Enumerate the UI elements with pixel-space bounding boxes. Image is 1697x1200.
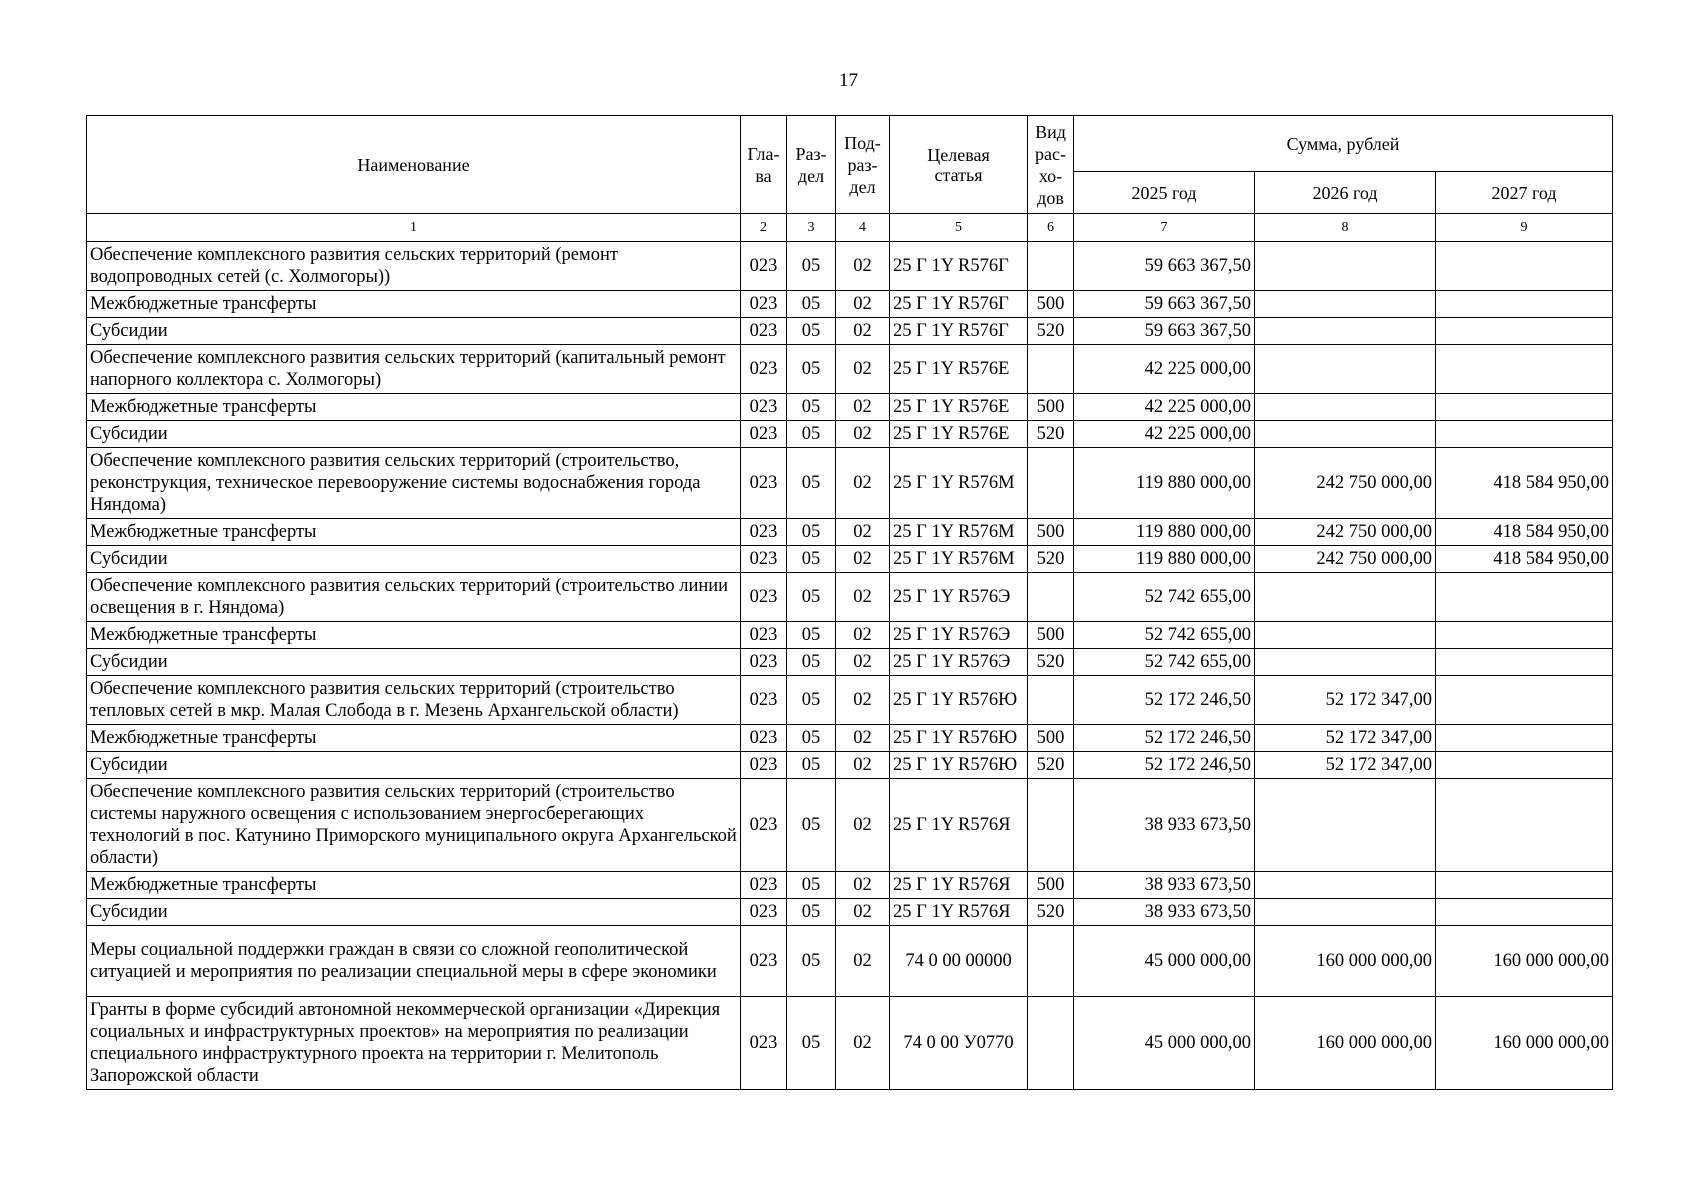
row-sum-2025: 45 000 000,00 [1074, 997, 1255, 1090]
row-vid-rashodov: 500 [1028, 519, 1074, 546]
table-row [87, 573, 1613, 622]
row-sum-2027 [1436, 291, 1613, 318]
row-glava: 023 [741, 519, 787, 546]
row-podrazdel: 02 [836, 622, 890, 649]
header-2025: 2025 год [1074, 172, 1255, 214]
row-name: Обеспечение комплексного развития сельских территорий (ремонт водопроводных сетей (с. Холмогоры)) [87, 242, 741, 291]
row-glava: 023 [741, 997, 787, 1090]
row-sum-2027 [1436, 649, 1613, 676]
row-podrazdel: 02 [836, 725, 890, 752]
row-celevaya-statya: 74 0 00 У0770 [890, 997, 1028, 1090]
row-sum-2025: 119 880 000,00 [1074, 448, 1255, 519]
row-podrazdel: 02 [836, 448, 890, 519]
row-razdel: 05 [787, 725, 836, 752]
table-row [87, 779, 1613, 872]
header-2026: 2026 год [1255, 172, 1436, 214]
row-glava: 023 [741, 899, 787, 926]
row-glava: 023 [741, 573, 787, 622]
row-sum-2027 [1436, 622, 1613, 649]
row-celevaya-statya: 25 Г 1Y R576Ю [890, 676, 1028, 725]
row-podrazdel: 02 [836, 546, 890, 573]
col-number: 2 [741, 214, 787, 242]
row-sum-2026 [1255, 779, 1436, 872]
row-sum-2025: 59 663 367,50 [1074, 318, 1255, 345]
row-celevaya-statya: 25 Г 1Y R576М [890, 519, 1028, 546]
row-sum-2026: 160 000 000,00 [1255, 926, 1436, 997]
row-celevaya-statya: 25 Г 1Y R576М [890, 448, 1028, 519]
table-row [87, 926, 1613, 997]
table-row [87, 345, 1613, 394]
header-celevaya-text: Целевая статья [927, 144, 990, 185]
row-razdel: 05 [787, 676, 836, 725]
row-sum-2027 [1436, 345, 1613, 394]
row-sum-2025: 52 742 655,00 [1074, 649, 1255, 676]
row-podrazdel: 02 [836, 997, 890, 1090]
row-razdel: 05 [787, 872, 836, 899]
row-sum-2025: 38 933 673,50 [1074, 899, 1255, 926]
row-glava: 023 [741, 622, 787, 649]
row-celevaya-statya: 25 Г 1Y R576Г [890, 242, 1028, 291]
row-celevaya-statya: 25 Г 1Y R576Э [890, 573, 1028, 622]
row-podrazdel: 02 [836, 649, 890, 676]
row-name: Межбюджетные трансферты [87, 622, 741, 649]
row-sum-2027 [1436, 421, 1613, 448]
row-sum-2026 [1255, 345, 1436, 394]
row-sum-2026: 52 172 347,00 [1255, 752, 1436, 779]
row-celevaya-statya: 25 Г 1Y R576Я [890, 872, 1028, 899]
row-sum-2027 [1436, 872, 1613, 899]
row-vid-rashodov: 500 [1028, 394, 1074, 421]
row-sum-2026 [1255, 394, 1436, 421]
row-sum-2026: 52 172 347,00 [1255, 725, 1436, 752]
row-name: Межбюджетные трансферты [87, 291, 741, 318]
row-sum-2026: 160 000 000,00 [1255, 997, 1436, 1090]
row-glava: 023 [741, 872, 787, 899]
row-razdel: 05 [787, 421, 836, 448]
table-row [87, 725, 1613, 752]
row-podrazdel: 02 [836, 899, 890, 926]
row-razdel: 05 [787, 242, 836, 291]
row-celevaya-statya: 25 Г 1Y R576Г [890, 318, 1028, 345]
row-name: Субсидии [87, 752, 741, 779]
header-razdel-text: Раз- дел [795, 143, 827, 186]
row-podrazdel: 02 [836, 291, 890, 318]
row-podrazdel: 02 [836, 394, 890, 421]
row-podrazdel: 02 [836, 752, 890, 779]
table-row [87, 622, 1613, 649]
row-vid-rashodov: 500 [1028, 872, 1074, 899]
row-glava: 023 [741, 394, 787, 421]
row-razdel: 05 [787, 546, 836, 573]
row-sum-2027: 418 584 950,00 [1436, 519, 1613, 546]
row-podrazdel: 02 [836, 926, 890, 997]
row-razdel: 05 [787, 622, 836, 649]
row-sum-2026 [1255, 318, 1436, 345]
row-celevaya-statya: 25 Г 1Y R576Е [890, 394, 1028, 421]
row-sum-2025: 52 742 655,00 [1074, 573, 1255, 622]
row-sum-2026 [1255, 573, 1436, 622]
row-sum-2026 [1255, 872, 1436, 899]
row-glava: 023 [741, 779, 787, 872]
row-sum-2026 [1255, 421, 1436, 448]
row-razdel: 05 [787, 394, 836, 421]
row-vid-rashodov [1028, 926, 1074, 997]
row-name: Обеспечение комплексного развития сельских территорий (капитальный ремонт напорного коллектора с. Холмогоры) [87, 345, 741, 394]
row-razdel: 05 [787, 899, 836, 926]
table-row [87, 291, 1613, 318]
row-sum-2027: 418 584 950,00 [1436, 448, 1613, 519]
row-sum-2027 [1436, 394, 1613, 421]
row-name: Субсидии [87, 649, 741, 676]
row-podrazdel: 02 [836, 573, 890, 622]
table-row [87, 242, 1613, 291]
table-row [87, 318, 1613, 345]
row-sum-2027 [1436, 573, 1613, 622]
row-sum-2026: 242 750 000,00 [1255, 519, 1436, 546]
row-sum-2027 [1436, 779, 1613, 872]
row-sum-2026 [1255, 622, 1436, 649]
row-name: Обеспечение комплексного развития сельских территорий (строительство линии освещения в г. Няндома) [87, 573, 741, 622]
row-name: Межбюджетные трансферты [87, 725, 741, 752]
row-sum-2027 [1436, 725, 1613, 752]
row-vid-rashodov: 520 [1028, 318, 1074, 345]
row-sum-2025: 119 880 000,00 [1074, 519, 1255, 546]
row-celevaya-statya: 25 Г 1Y R576Я [890, 899, 1028, 926]
table-row [87, 676, 1613, 725]
col-number: 1 [87, 214, 741, 242]
row-vid-rashodov [1028, 345, 1074, 394]
row-sum-2025: 38 933 673,50 [1074, 779, 1255, 872]
row-sum-2027: 160 000 000,00 [1436, 926, 1613, 997]
row-sum-2025: 52 172 246,50 [1074, 752, 1255, 779]
row-sum-2025: 119 880 000,00 [1074, 546, 1255, 573]
row-celevaya-statya: 25 Г 1Y R576Я [890, 779, 1028, 872]
row-razdel: 05 [787, 752, 836, 779]
row-razdel: 05 [787, 997, 836, 1090]
row-vid-rashodov: 500 [1028, 291, 1074, 318]
header-summa: Сумма, рублей [1074, 116, 1613, 172]
row-glava: 023 [741, 649, 787, 676]
row-podrazdel: 02 [836, 421, 890, 448]
row-vid-rashodov [1028, 676, 1074, 725]
row-razdel: 05 [787, 519, 836, 546]
row-sum-2026: 242 750 000,00 [1255, 448, 1436, 519]
row-celevaya-statya: 74 0 00 00000 [890, 926, 1028, 997]
row-razdel: 05 [787, 573, 836, 622]
header-celevaya [890, 116, 1028, 214]
page-number: 17 [839, 70, 858, 91]
row-sum-2025: 45 000 000,00 [1074, 926, 1255, 997]
row-name: Обеспечение комплексного развития сельских территорий (строительство, реконструкция, техническое перевооружение системы водоснабжения города Няндома) [87, 448, 741, 519]
row-vid-rashodov: 520 [1028, 546, 1074, 573]
row-sum-2027 [1436, 899, 1613, 926]
row-sum-2026 [1255, 649, 1436, 676]
table-header [87, 116, 1613, 242]
row-vid-rashodov [1028, 997, 1074, 1090]
row-podrazdel: 02 [836, 242, 890, 291]
row-sum-2025: 52 742 655,00 [1074, 622, 1255, 649]
row-glava: 023 [741, 421, 787, 448]
row-vid-rashodov [1028, 573, 1074, 622]
row-celevaya-statya: 25 Г 1Y R576Ю [890, 752, 1028, 779]
table-row [87, 519, 1613, 546]
row-name: Обеспечение комплексного развития сельских территорий (строительство тепловых сетей в мкр. Малая Слобода в г. Мезень Архангельской области) [87, 676, 741, 725]
row-sum-2026 [1255, 242, 1436, 291]
row-podrazdel: 02 [836, 345, 890, 394]
col-number: 7 [1074, 214, 1255, 242]
row-sum-2025: 59 663 367,50 [1074, 242, 1255, 291]
row-name: Субсидии [87, 421, 741, 448]
table-row [87, 899, 1613, 926]
row-podrazdel: 02 [836, 676, 890, 725]
row-razdel: 05 [787, 291, 836, 318]
row-razdel: 05 [787, 779, 836, 872]
header-glava-text: Гла- ва [747, 143, 780, 186]
header-glava [741, 116, 787, 214]
table-row [87, 421, 1613, 448]
table-row [87, 997, 1613, 1090]
row-name: Межбюджетные трансферты [87, 519, 741, 546]
row-sum-2026 [1255, 291, 1436, 318]
header-vid-text: Вид рас- хо- дов [1035, 121, 1066, 208]
row-glava: 023 [741, 752, 787, 779]
row-celevaya-statya: 25 Г 1Y R576Ю [890, 725, 1028, 752]
row-glava: 023 [741, 676, 787, 725]
row-podrazdel: 02 [836, 318, 890, 345]
header-podrazdel-text: Под- раз- дел [844, 132, 881, 197]
row-sum-2025: 52 172 246,50 [1074, 725, 1255, 752]
header-razdel [787, 116, 836, 214]
table-row [87, 546, 1613, 573]
row-name: Межбюджетные трансферты [87, 872, 741, 899]
row-celevaya-statya: 25 Г 1Y R576Э [890, 622, 1028, 649]
row-podrazdel: 02 [836, 519, 890, 546]
row-celevaya-statya: 25 Г 1Y R576М [890, 546, 1028, 573]
header-vid [1028, 116, 1074, 214]
row-glava: 023 [741, 926, 787, 997]
row-sum-2025: 52 172 246,50 [1074, 676, 1255, 725]
table-row [87, 649, 1613, 676]
row-celevaya-statya: 25 Г 1Y R576Г [890, 291, 1028, 318]
row-vid-rashodov: 520 [1028, 649, 1074, 676]
row-vid-rashodov: 520 [1028, 421, 1074, 448]
row-vid-rashodov [1028, 779, 1074, 872]
row-celevaya-statya: 25 Г 1Y R576Е [890, 345, 1028, 394]
row-name: Субсидии [87, 899, 741, 926]
row-name: Обеспечение комплексного развития сельских территорий (строительство системы наружного освещения с использованием энергосберегающих технологий в пос. Катунино Приморского муниципального округа Архангельской области) [87, 779, 741, 872]
row-sum-2027: 418 584 950,00 [1436, 546, 1613, 573]
row-vid-rashodov: 520 [1028, 899, 1074, 926]
row-razdel: 05 [787, 926, 836, 997]
row-glava: 023 [741, 345, 787, 394]
row-sum-2027 [1436, 752, 1613, 779]
row-glava: 023 [741, 725, 787, 752]
row-name: Субсидии [87, 318, 741, 345]
row-glava: 023 [741, 318, 787, 345]
col-number: 4 [836, 214, 890, 242]
col-number: 3 [787, 214, 836, 242]
row-sum-2027 [1436, 318, 1613, 345]
row-glava: 023 [741, 291, 787, 318]
row-sum-2025: 42 225 000,00 [1074, 394, 1255, 421]
row-name: Меры социальной поддержки граждан в связи со сложной геополитической ситуацией и мероприятия по реализации специальной меры в сфере экономики [87, 926, 741, 997]
row-razdel: 05 [787, 649, 836, 676]
row-celevaya-statya: 25 Г 1Y R576Е [890, 421, 1028, 448]
row-name: Гранты в форме субсидий автономной некоммерческой организации «Дирекция социальных и инфраструктурных проектов» на мероприятия по реализации специального инфраструктурного проекта на территории г. Мелитополь Запорожской области [87, 997, 741, 1090]
row-vid-rashodov: 520 [1028, 752, 1074, 779]
header-2027: 2027 год [1436, 172, 1613, 214]
row-sum-2027 [1436, 242, 1613, 291]
row-vid-rashodov: 500 [1028, 622, 1074, 649]
row-vid-rashodov: 500 [1028, 725, 1074, 752]
row-sum-2026: 242 750 000,00 [1255, 546, 1436, 573]
row-celevaya-statya: 25 Г 1Y R576Э [890, 649, 1028, 676]
row-name: Субсидии [87, 546, 741, 573]
col-number: 8 [1255, 214, 1436, 242]
row-razdel: 05 [787, 448, 836, 519]
column-numbers-row [87, 214, 1613, 242]
row-sum-2027 [1436, 676, 1613, 725]
row-glava: 023 [741, 448, 787, 519]
table-row [87, 752, 1613, 779]
row-sum-2027: 160 000 000,00 [1436, 997, 1613, 1090]
row-name: Межбюджетные трансферты [87, 394, 741, 421]
row-sum-2025: 59 663 367,50 [1074, 291, 1255, 318]
table-row [87, 872, 1613, 899]
row-podrazdel: 02 [836, 872, 890, 899]
header-podrazdel [836, 116, 890, 214]
row-glava: 023 [741, 546, 787, 573]
table-row [87, 448, 1613, 519]
row-glava: 023 [741, 242, 787, 291]
table-row [87, 394, 1613, 421]
col-number: 9 [1436, 214, 1613, 242]
row-sum-2025: 42 225 000,00 [1074, 345, 1255, 394]
header-name: Наименование [87, 116, 741, 214]
row-vid-rashodov [1028, 448, 1074, 519]
row-sum-2026: 52 172 347,00 [1255, 676, 1436, 725]
row-razdel: 05 [787, 318, 836, 345]
row-razdel: 05 [787, 345, 836, 394]
row-podrazdel: 02 [836, 779, 890, 872]
row-sum-2026 [1255, 899, 1436, 926]
col-number: 6 [1028, 214, 1074, 242]
row-sum-2025: 42 225 000,00 [1074, 421, 1255, 448]
row-vid-rashodov [1028, 242, 1074, 291]
col-number: 5 [890, 214, 1028, 242]
table-body [87, 242, 1613, 1090]
row-sum-2025: 38 933 673,50 [1074, 872, 1255, 899]
budget-table [86, 115, 1613, 1090]
